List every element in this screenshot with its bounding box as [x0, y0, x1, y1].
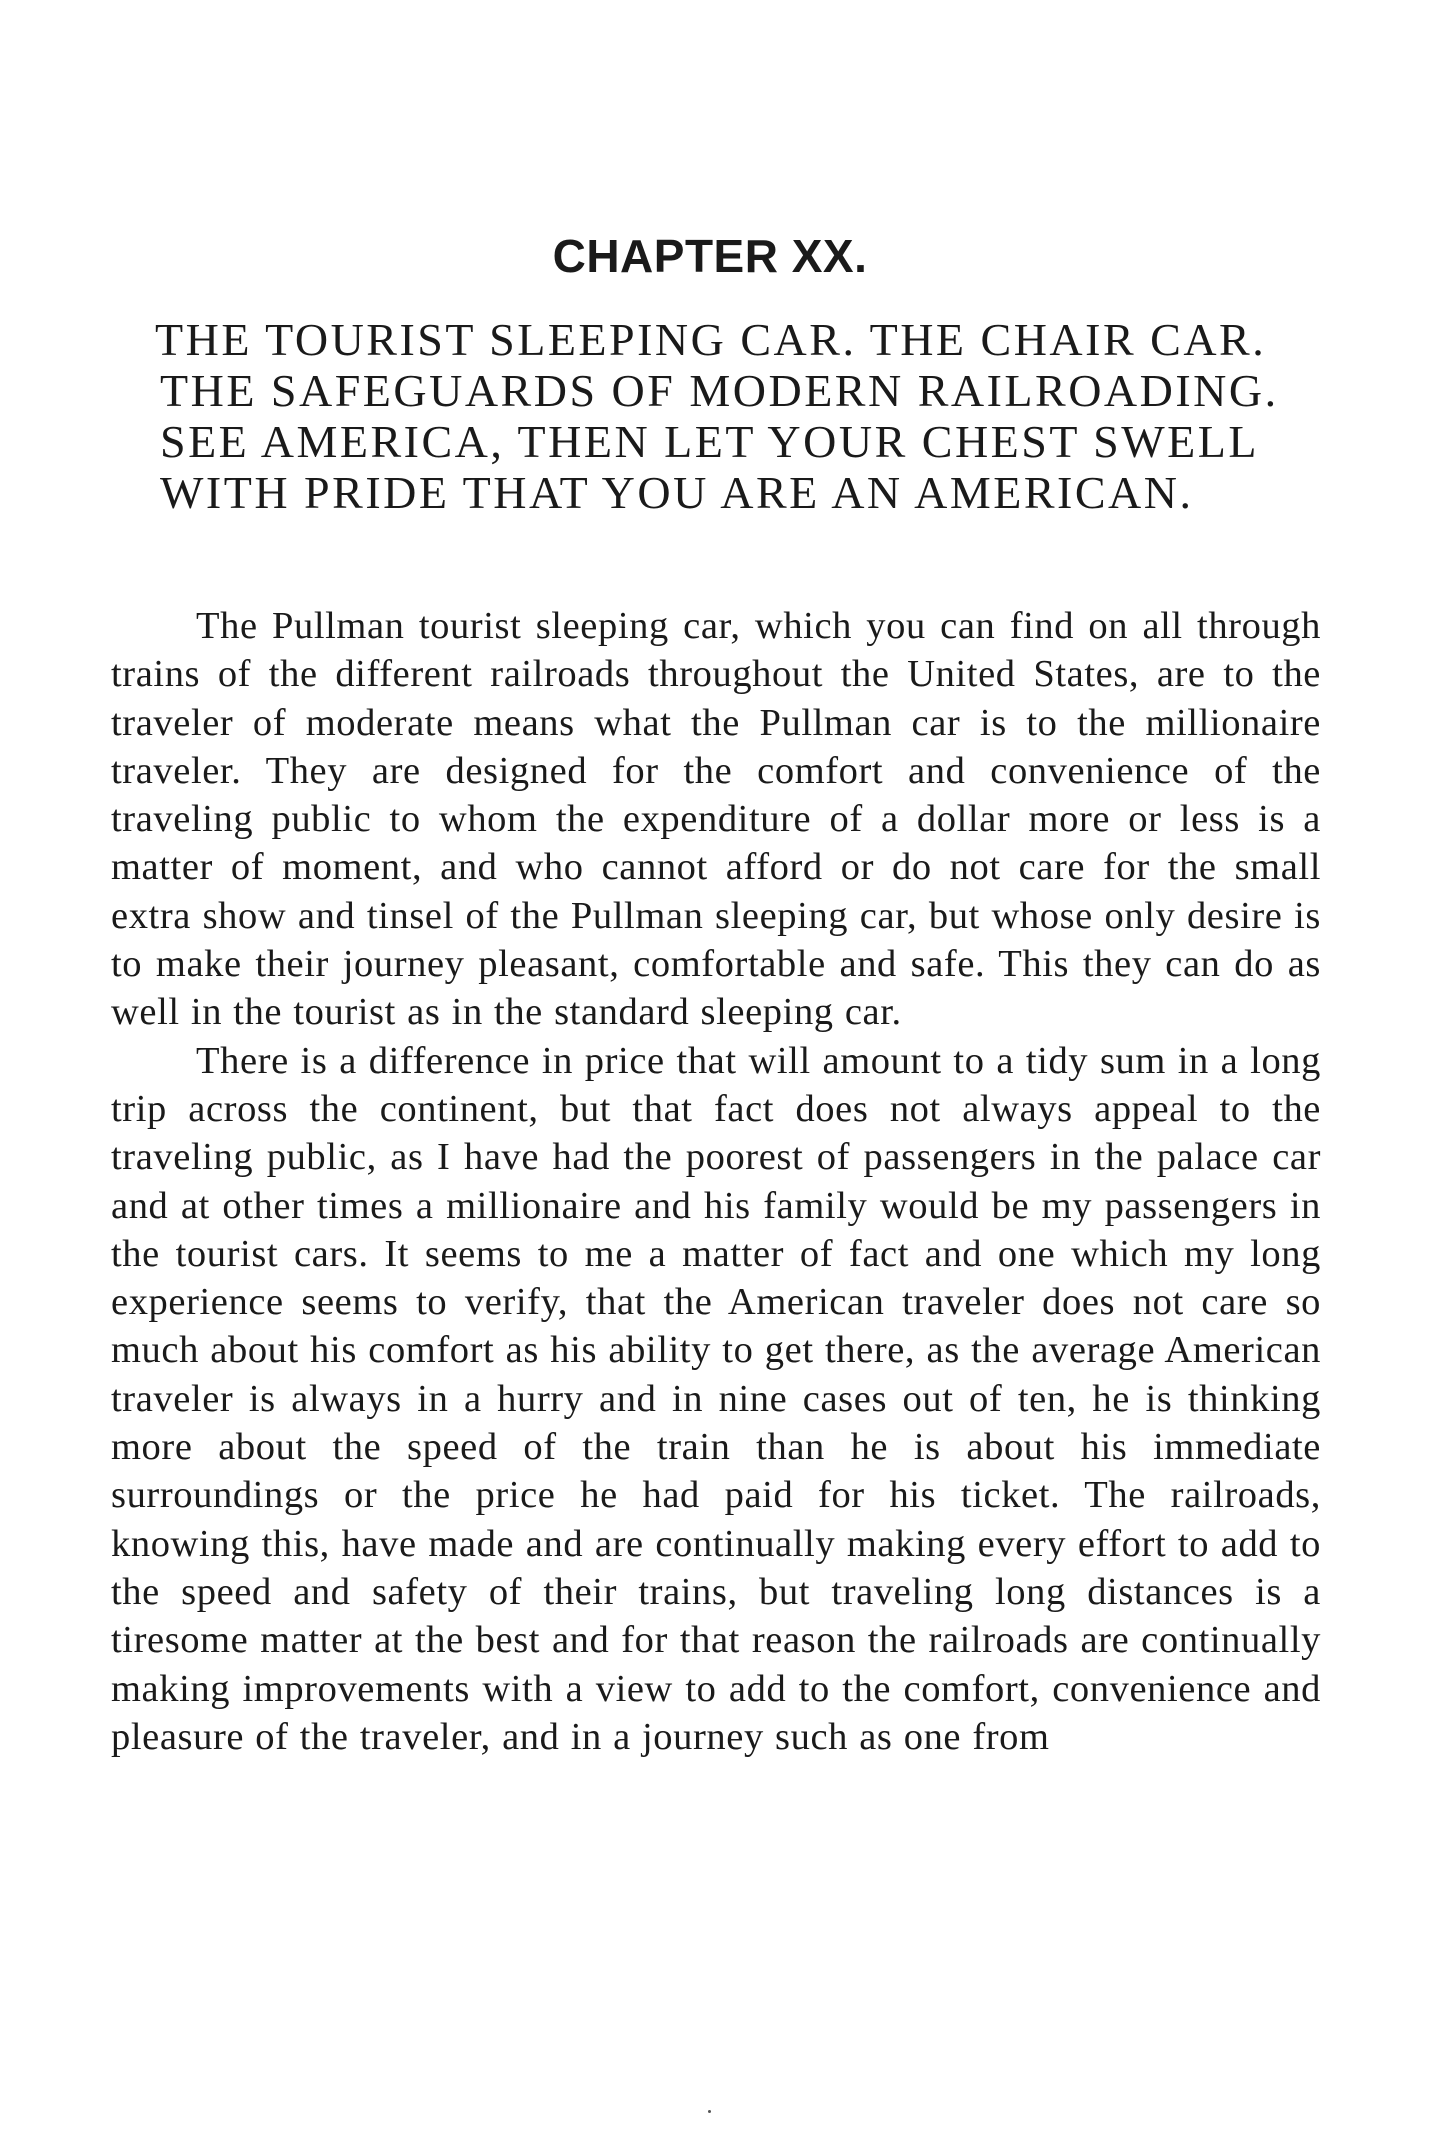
paragraph: The Pullman tourist sleeping car, which you can find on all through trains of the different railroads throughout the United States, are to the traveler of moderate means what the Pullman car is to the millionaire traveler. They are designed for the comfort and convenience of the traveling public to whom the expenditure of a dollar more or less is a matter of moment, and who cannot afford or do not care for the small extra show and tinsel of the Pullman sleeping car, but whose only desire is to make their journey pleasant, comfortable and safe. This they can do as well in the tourist as in the standard sleeping car. — [111, 605, 1321, 1034]
subtitle-line: THE TOURIST SLEEPING CAR. THE CHAIR CAR. — [155, 314, 1267, 365]
chapter-subtitle — [155, 314, 1340, 518]
subtitle-line: THE SAFEGUARDS OF MODERN RAILROADING. — [160, 365, 1279, 416]
subtitle-line: WITH PRIDE THAT YOU ARE AN AMERICAN. — [160, 467, 1194, 518]
body-text — [111, 602, 1321, 1761]
subtitle-line: SEE AMERICA, THEN LET YOUR CHEST SWELL — [160, 416, 1259, 467]
chapter-heading: CHAPTER XX. — [552, 230, 868, 282]
paragraph: There is a difference in price that will amount to a tidy sum in a long trip across the continent, but that fact does not always appeal to the traveling public, as I have had the poorest of passengers in the palace car and at other times a millionaire and his family would be my passengers in the tourist cars. It seems to me a matter of fact and one which my long experience seems to verify, that the American traveler does not care so much about his comfort as his ability to get there, as the average American traveler is always in a hurry and in nine cases out of ten, he is thinking more about the speed of the train than he is about his immediate surroundings or the price he had paid for his ticket. The railroads, knowing this, have made and are continually making every effort to add to the speed and safety of their trains, but traveling long distances is a tiresome matter at the best and for that reason the railroads are continually making improvements with a view to add to the comfort, convenience and pleasure of the traveler, and in a journey such as one from — [111, 1039, 1321, 1758]
print-speck — [708, 2110, 711, 2113]
